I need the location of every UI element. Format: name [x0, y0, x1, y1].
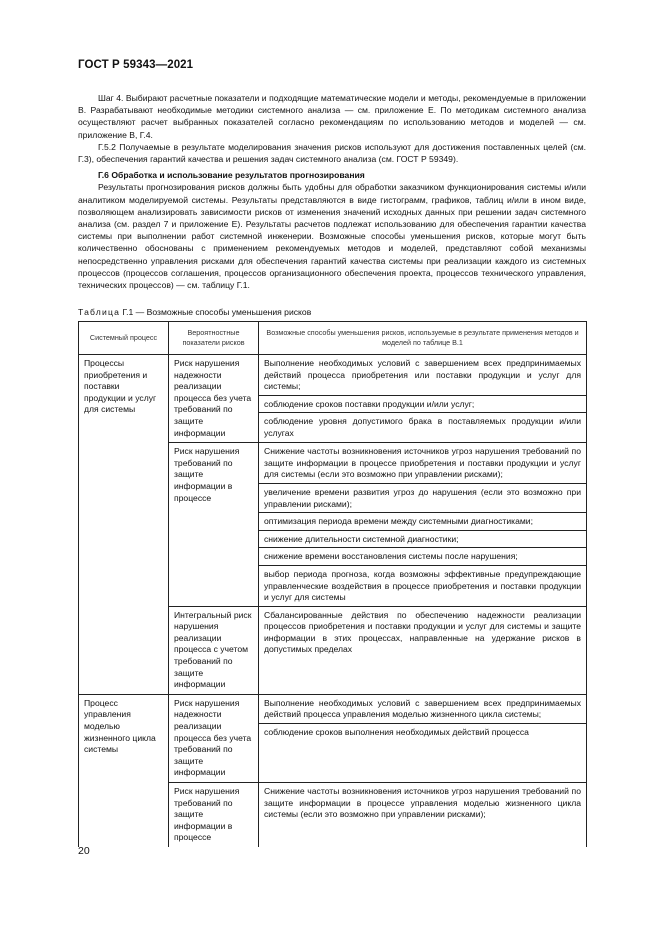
body-text [78, 92, 586, 291]
process-cell: Процесс управления моделью жизненного цикла системы [79, 694, 169, 847]
process-cell: Процессы приобретения и поставки продукции и услуг для системы [79, 355, 169, 695]
method-item: оптимизация периода времени между системными диагностиками; [259, 512, 586, 530]
indicator-cell: Риск нарушения надежности реализации процесса без учета требований по защите информации [169, 694, 259, 782]
methods-cell [259, 783, 587, 847]
method-item: Сбалансированные действия по обеспечению надежности реализации процессов приобретения и поставки продукции и услуг для системы и защите информации в этих процессах, направленные на удержание рисков в допустимых пределах [264, 609, 581, 655]
paragraph-g52: Г.5.2 Получаемые в результате моделирования значения рисков используют для достижения поставленных целей (см. Г.3), обеспечения гарантий качества и решения задач системного анализа (см. ГОСТ Р 59349). [78, 141, 586, 165]
method-item: соблюдение сроков выполнения необходимых действий процесса [259, 723, 586, 741]
indicator-cell: Риск нарушения надежности реализации процесса без учета требований по защите информации [169, 355, 259, 443]
indicator-cell: Интегральный риск нарушения реализации процесса с учетом требований по защите информации [169, 606, 259, 694]
method-item: выбор периода прогноза, когда возможны эффективные предупреждающие управленческие воздействия в процессе приобретения и поставки продукции и услуг для системы [259, 565, 586, 606]
document-header: ГОСТ Р 59343—2021 [78, 59, 194, 71]
methods-cell [259, 443, 587, 607]
table-row [79, 694, 587, 782]
risk-reduction-table [78, 321, 587, 847]
method-item: Снижение частоты возникновения источников угроз нарушения требований по защите информации в процессе приобретения и поставки продукции и услуг для системы (если это возможно при управлении рисками); [264, 446, 581, 480]
method-item: соблюдение уровня допустимого брака в поставляемых продукции и/или услугах [259, 412, 586, 441]
methods-cell [259, 606, 587, 694]
methods-cell [259, 355, 587, 443]
method-item: Выполнение необходимых условий с завершением всех предпринимаемых действий процесса приобретения или поставки продукции и услуг для системы; [264, 358, 581, 392]
section-heading: Г.6 Обработка и использование результатов прогнозирования [98, 170, 365, 181]
indicator-cell: Риск нарушения требований по защите информации в процессе [169, 443, 259, 607]
table-row [79, 355, 587, 443]
method-item: соблюдение сроков поставки продукции и/или услуг; [259, 395, 586, 413]
table-caption-prefix: Таблица [78, 307, 121, 317]
table-caption [78, 307, 311, 317]
methods-cell [259, 694, 587, 782]
table-caption-text: Г.1 — Возможные способы уменьшения рисков [120, 307, 312, 317]
paragraph-step4: Шаг 4. Выбирают расчетные показатели и подходящие математические модели и методы, рекомендуемые в приложении В. Разрабатывают необходимые методики системного анализа — см. приложение Е. По методикам системного анализа осуществляют расчет выбранных показателей согласно рекомендациям по использованию методов и моделей — см. приложение В, Г.4. [78, 93, 586, 140]
page-number: 20 [78, 845, 90, 857]
method-item: снижение времени восстановления системы после нарушения; [259, 547, 586, 565]
header-process: Системный процесс [79, 322, 169, 355]
method-item: снижение длительности системной диагностики; [259, 530, 586, 548]
table-header-row [79, 322, 587, 355]
method-item: увеличение времени развития угроз до нарушения (если это возможно при управлении рисками); [259, 483, 586, 512]
header-methods: Возможные способы уменьшения рисков, используемые в результате применения методов и моделей по таблице В.1 [259, 322, 587, 355]
paragraph-results: Результаты прогнозирования рисков должны быть удобны для обработки заказчиком функционирования системы и/или аналитиком моделируемой системы. Результаты представляются в виде гистограмм, графиков, таблиц и/или в ином виде, позволяющем анализировать зависимости рисков от изменения значений исходных данных при решении задач системного анализа (см. раздел 7 и приложение Е). Результаты расчетов подлежат использованию для обеспечения гарантии качества системы при выполнении работ системной инженерии. Возможные способы уменьшения рисков, которые могут быть количественно обоснованы с применением рекомендуемых методов и моделей, представляют собой механизмы непосредственно управления рисками для обеспечения гарантий качества системы при реализации каждого из системных процессов (процессов соглашения, процессов организационного обеспечения проекта, процессов технического управления, технических процессов) — см. таблицу Г.1. [78, 182, 586, 291]
header-indicators: Вероятностные показатели рисков [169, 322, 259, 355]
method-item: Выполнение необходимых условий с завершением всех предпринимаемых действий процесса управления моделью жизненного цикла системы; [264, 697, 581, 720]
method-item: Снижение частоты возникновения источников угроз нарушения требований по защите информации в процессе управления моделью жизненного цикла системы (если это возможно при управлении рисками); [264, 786, 581, 820]
indicator-cell: Риск нарушения требований по защите информации в процессе [169, 783, 259, 847]
